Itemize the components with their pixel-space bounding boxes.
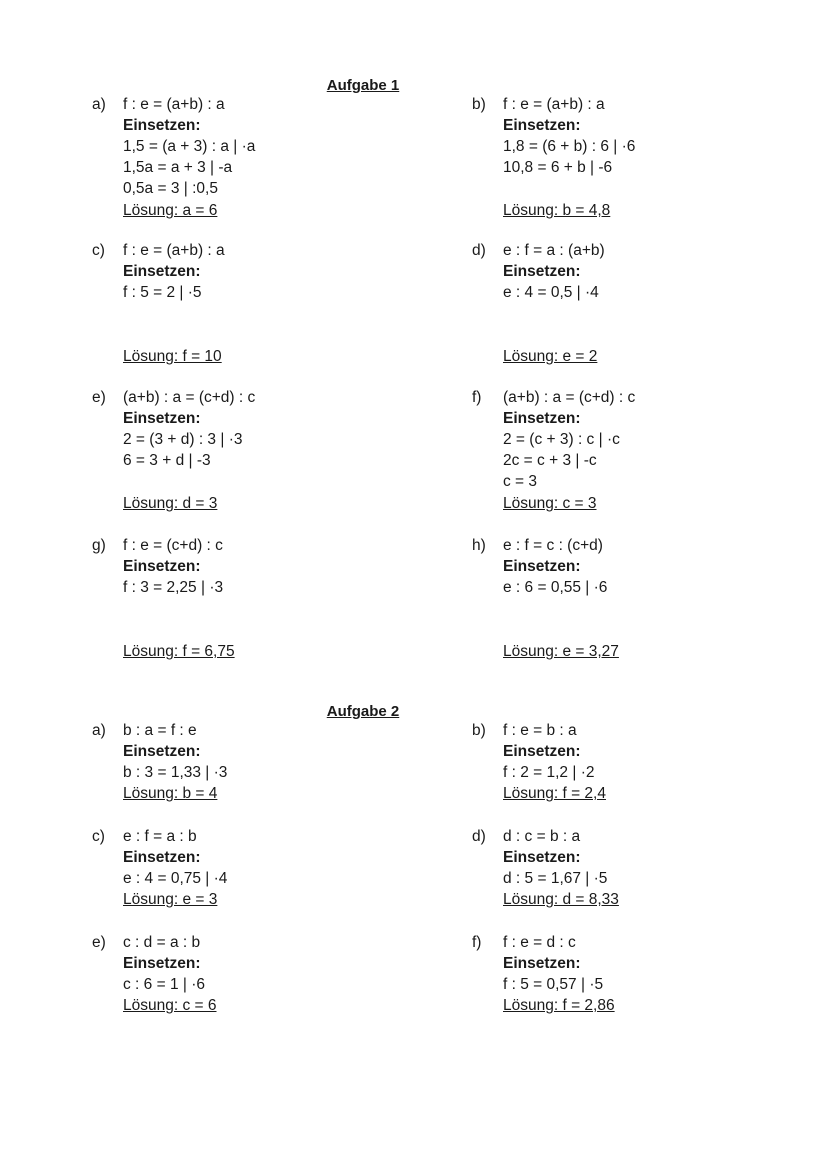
equation-line: (a+b) : a = (c+d) : c [503, 389, 636, 406]
task-letter: b) [472, 96, 486, 113]
task-letter: a) [92, 96, 106, 113]
equation-line: e : 4 = 0,5 | ·4 [503, 284, 599, 301]
equation-line [503, 303, 793, 324]
equation-line [503, 324, 793, 345]
solution-line: Lösung: c = 6 [123, 997, 217, 1014]
task-working [503, 387, 793, 492]
einsetzen-label: Einsetzen: [503, 410, 581, 427]
aufgabe-1-heading: Aufgabe 1 [326, 77, 400, 94]
solution-line: Lösung: d = 3 [123, 495, 218, 512]
task-working [123, 932, 413, 995]
equation-line [123, 303, 413, 324]
einsetzen-label: Einsetzen: [123, 410, 201, 427]
task-working [123, 240, 413, 345]
solution-line: Lösung: f = 2,4 [503, 785, 606, 802]
einsetzen-label: Einsetzen: [123, 849, 201, 866]
equation-line: f : e = (a+b) : a [123, 242, 225, 259]
solution-line: Lösung: c = 3 [503, 495, 597, 512]
solution-line: Lösung: e = 2 [503, 348, 598, 365]
solution-line: Lösung: f = 2,86 [503, 997, 615, 1014]
solution-line: Lösung: d = 8,33 [503, 891, 619, 908]
task-letter: c) [92, 828, 105, 845]
equation-line [123, 471, 413, 492]
einsetzen-label: Einsetzen: [503, 263, 581, 280]
equation-line: f : e = b : a [503, 722, 577, 739]
equation-line: e : f = a : b [123, 828, 197, 845]
equation-line: f : 5 = 0,57 | ·5 [503, 976, 604, 993]
equation-line: d : c = b : a [503, 828, 581, 845]
equation-line: d : 5 = 1,67 | ·5 [503, 870, 608, 887]
equation-line: c = 3 [503, 473, 538, 490]
equation-line [123, 324, 413, 345]
task-working [123, 720, 413, 783]
task-letter: e) [92, 934, 106, 951]
task-working [503, 720, 793, 783]
equation-line: c : 6 = 1 | ·6 [123, 976, 205, 993]
equation-line [123, 598, 413, 619]
task-working [503, 826, 793, 889]
task-letter: e) [92, 389, 106, 406]
task-letter: a) [92, 722, 106, 739]
einsetzen-label: Einsetzen: [503, 558, 581, 575]
einsetzen-label: Einsetzen: [123, 743, 201, 760]
einsetzen-label: Einsetzen: [123, 558, 201, 575]
equation-line: f : e = (a+b) : a [503, 96, 605, 113]
solution-line: Lösung: e = 3 [123, 891, 218, 908]
equation-line [503, 619, 793, 640]
task-working [503, 535, 793, 640]
solution-line: Lösung: a = 6 [123, 202, 218, 219]
task-working [503, 94, 793, 199]
solution-line: Lösung: f = 6,75 [123, 643, 235, 660]
equation-line: (a+b) : a = (c+d) : c [123, 389, 256, 406]
task-letter: d) [472, 242, 486, 259]
equation-line: e : f = c : (c+d) [503, 537, 603, 554]
task-working [123, 826, 413, 889]
solution-line: Lösung: b = 4 [123, 785, 218, 802]
equation-line: f : e = d : c [503, 934, 576, 951]
einsetzen-label: Einsetzen: [503, 849, 581, 866]
solution-line: Lösung: b = 4,8 [503, 202, 611, 219]
equation-line: 1,5a = a + 3 | -a [123, 159, 233, 176]
task-letter: g) [92, 537, 106, 554]
equation-line: c : d = a : b [123, 934, 201, 951]
task-working [123, 387, 413, 492]
einsetzen-label: Einsetzen: [503, 955, 581, 972]
equation-line: e : 6 = 0,55 | ·6 [503, 579, 608, 596]
equation-line: 2 = (3 + d) : 3 | ·3 [123, 431, 243, 448]
einsetzen-label: Einsetzen: [123, 955, 201, 972]
equation-line: e : f = a : (a+b) [503, 242, 605, 259]
equation-line: f : e = (c+d) : c [123, 537, 223, 554]
task-letter: f) [472, 389, 482, 406]
aufgabe-2-heading: Aufgabe 2 [326, 703, 400, 720]
task-letter: c) [92, 242, 105, 259]
equation-line [123, 619, 413, 640]
einsetzen-label: Einsetzen: [123, 263, 201, 280]
task-working [503, 240, 793, 345]
equation-line: 0,5a = 3 | :0,5 [123, 180, 218, 197]
equation-line: 10,8 = 6 + b | -6 [503, 159, 613, 176]
task-letter: d) [472, 828, 486, 845]
task-letter: f) [472, 934, 482, 951]
equation-line: f : 2 = 1,2 | ·2 [503, 764, 595, 781]
equation-line: 1,8 = (6 + b) : 6 | ·6 [503, 138, 636, 155]
equation-line: 2 = (c + 3) : c | ·c [503, 431, 620, 448]
equation-line: b : 3 = 1,33 | ·3 [123, 764, 228, 781]
equation-line [503, 598, 793, 619]
task-letter: h) [472, 537, 486, 554]
equation-line [503, 178, 793, 199]
equation-line: 2c = c + 3 | -c [503, 452, 597, 469]
solution-line: Lösung: e = 3,27 [503, 643, 619, 660]
equation-line: b : a = f : e [123, 722, 197, 739]
equation-line: e : 4 = 0,75 | ·4 [123, 870, 228, 887]
equation-line: f : 5 = 2 | ·5 [123, 284, 202, 301]
equation-line: 1,5 = (a + 3) : a | ·a [123, 138, 256, 155]
task-letter: b) [472, 722, 486, 739]
task-working [123, 535, 413, 640]
einsetzen-label: Einsetzen: [503, 743, 581, 760]
einsetzen-label: Einsetzen: [503, 117, 581, 134]
task-working [503, 932, 793, 995]
equation-line: f : 3 = 2,25 | ·3 [123, 579, 224, 596]
task-working [123, 94, 413, 199]
equation-line: 6 = 3 + d | -3 [123, 452, 211, 469]
solution-line: Lösung: f = 10 [123, 348, 222, 365]
equation-line: f : e = (a+b) : a [123, 96, 225, 113]
einsetzen-label: Einsetzen: [123, 117, 201, 134]
